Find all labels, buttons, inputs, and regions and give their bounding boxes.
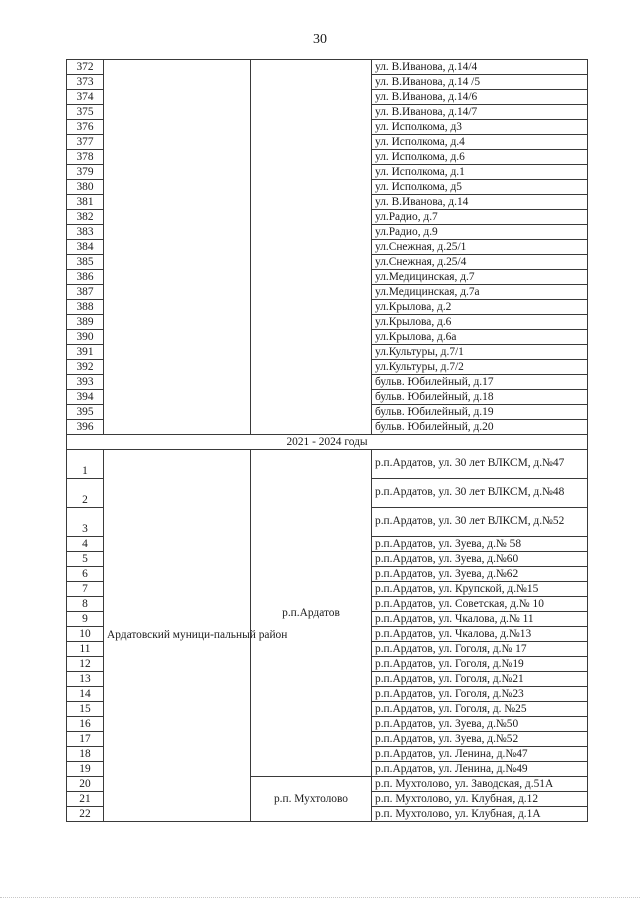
row-number: 389 <box>67 315 104 330</box>
row-number: 385 <box>67 255 104 270</box>
row-number: 16 <box>67 717 104 732</box>
row-number: 373 <box>67 75 104 90</box>
row-number: 2 <box>67 479 104 508</box>
table-row <box>67 450 588 479</box>
address-cell: р.п.Ардатов, ул. Гоголя, д.№ 17 <box>372 642 588 657</box>
row-number: 396 <box>67 420 104 435</box>
address-cell: бульв. Юбилейный, д.19 <box>372 405 588 420</box>
row-number: 5 <box>67 552 104 567</box>
row-number: 15 <box>67 702 104 717</box>
row-number: 4 <box>67 537 104 552</box>
address-cell: ул.Крылова, д.6 <box>372 315 588 330</box>
address-cell: р.п.Ардатов, ул. 30 лет ВЛКСМ, д.№47 <box>372 450 588 479</box>
address-cell: р.п.Ардатов, ул. Гоголя, д. №25 <box>372 702 588 717</box>
address-cell: р.п.Ардатов, ул. Гоголя, д.№21 <box>372 672 588 687</box>
address-cell: р.п.Ардатов, ул. Зуева, д.№60 <box>372 552 588 567</box>
address-cell: ул.Медицинская, д.7а <box>372 285 588 300</box>
section-title: 2021 - 2024 годы <box>67 435 588 450</box>
row-number: 14 <box>67 687 104 702</box>
row-number: 11 <box>67 642 104 657</box>
row-number: 372 <box>67 60 104 75</box>
block1-body <box>67 60 588 435</box>
address-cell: ул.Снежная, д.25/4 <box>372 255 588 270</box>
row-number: 379 <box>67 165 104 180</box>
address-cell: бульв. Юбилейный, д.18 <box>372 390 588 405</box>
row-number: 377 <box>67 135 104 150</box>
address-cell: бульв. Юбилейный, д.17 <box>372 375 588 390</box>
address-cell: ул. В.Иванова, д.14 <box>372 195 588 210</box>
row-number: 1 <box>67 450 104 479</box>
address-cell: р.п.Ардатов, ул. Ленина, д.№47 <box>372 747 588 762</box>
row-number: 383 <box>67 225 104 240</box>
address-cell: р.п.Ардатов, ул. Советская, д.№ 10 <box>372 597 588 612</box>
row-number: 19 <box>67 762 104 777</box>
address-cell: ул. В.Иванова, д.14/7 <box>372 105 588 120</box>
table-row <box>67 60 588 75</box>
row-number: 394 <box>67 390 104 405</box>
address-cell: ул. Исполкома, д3 <box>372 120 588 135</box>
row-number: 12 <box>67 657 104 672</box>
address-cell: р.п.Ардатов, ул. Гоголя, д.№19 <box>372 657 588 672</box>
row-number: 395 <box>67 405 104 420</box>
address-cell: бульв. Юбилейный, д.20 <box>372 420 588 435</box>
address-register-table <box>66 59 588 822</box>
address-cell: ул.Снежная, д.25/1 <box>372 240 588 255</box>
row-number: 384 <box>67 240 104 255</box>
address-cell: ул.Радио, д.9 <box>372 225 588 240</box>
row-number: 3 <box>67 508 104 537</box>
block2-body <box>67 450 588 822</box>
row-number: 387 <box>67 285 104 300</box>
address-cell: р.п.Ардатов, ул. Крупской, д.№15 <box>372 582 588 597</box>
row-number: 392 <box>67 360 104 375</box>
town-cell: р.п. Мухтолово <box>251 777 372 822</box>
row-number: 10 <box>67 627 104 642</box>
address-cell: ул. В.Иванова, д.14 /5 <box>372 75 588 90</box>
row-number: 22 <box>67 807 104 822</box>
row-number: 386 <box>67 270 104 285</box>
address-cell: ул. Исполкома, д5 <box>372 180 588 195</box>
address-cell: ул. Исполкома, д.1 <box>372 165 588 180</box>
address-cell: р.п.Ардатов, ул. Зуева, д.№52 <box>372 732 588 747</box>
district-cell-empty <box>104 60 251 435</box>
row-number: 7 <box>67 582 104 597</box>
address-cell: р.п.Ардатов, ул. 30 лет ВЛКСМ, д.№52 <box>372 508 588 537</box>
row-number: 391 <box>67 345 104 360</box>
row-number: 382 <box>67 210 104 225</box>
row-number: 13 <box>67 672 104 687</box>
address-cell: р.п.Ардатов, ул. 30 лет ВЛКСМ, д.№48 <box>372 479 588 508</box>
row-number: 20 <box>67 777 104 792</box>
row-number: 388 <box>67 300 104 315</box>
address-cell: р.п. Мухтолово, ул. Заводская, д.51А <box>372 777 588 792</box>
row-number: 8 <box>67 597 104 612</box>
address-cell: ул. В.Иванова, д.14/6 <box>372 90 588 105</box>
address-cell: р.п.Ардатов, ул. Ленина, д.№49 <box>372 762 588 777</box>
town-cell: р.п.Ардатов <box>251 450 372 777</box>
row-number: 390 <box>67 330 104 345</box>
address-cell: ул.Крылова, д.6а <box>372 330 588 345</box>
row-number: 378 <box>67 150 104 165</box>
address-cell: ул.Медицинская, д.7 <box>372 270 588 285</box>
row-number: 393 <box>67 375 104 390</box>
town-cell-empty <box>251 60 372 435</box>
address-cell: р.п.Ардатов, ул. Зуева, д.№50 <box>372 717 588 732</box>
page-number: 30 <box>313 32 327 47</box>
row-number: 9 <box>67 612 104 627</box>
row-number: 380 <box>67 180 104 195</box>
address-cell: ул. Исполкома, д.6 <box>372 150 588 165</box>
address-cell: ул.Культуры, д.7/2 <box>372 360 588 375</box>
address-cell: р.п. Мухтолово, ул. Клубная, д.1А <box>372 807 588 822</box>
row-number: 18 <box>67 747 104 762</box>
address-cell: р.п.Ардатов, ул. Чкалова, д.№13 <box>372 627 588 642</box>
address-cell: ул. В.Иванова, д.14/4 <box>372 60 588 75</box>
row-number: 374 <box>67 90 104 105</box>
row-number: 375 <box>67 105 104 120</box>
row-number: 17 <box>67 732 104 747</box>
row-number: 6 <box>67 567 104 582</box>
district-cell: Ардатовский муници-пальный район <box>104 450 251 822</box>
address-cell: р.п.Ардатов, ул. Зуева, д.№62 <box>372 567 588 582</box>
section-body <box>67 435 588 450</box>
row-number: 381 <box>67 195 104 210</box>
address-cell: ул.Радио, д.7 <box>372 210 588 225</box>
address-cell: р.п.Ардатов, ул. Чкалова, д.№ 11 <box>372 612 588 627</box>
address-cell: р.п.Ардатов, ул. Гоголя, д.№23 <box>372 687 588 702</box>
address-cell: р.п.Ардатов, ул. Зуева, д.№ 58 <box>372 537 588 552</box>
row-number: 21 <box>67 792 104 807</box>
address-cell: р.п. Мухтолово, ул. Клубная, д.12 <box>372 792 588 807</box>
address-cell: ул. Исполкома, д.4 <box>372 135 588 150</box>
page-bottom-border <box>0 897 640 898</box>
row-number: 376 <box>67 120 104 135</box>
address-cell: ул.Культуры, д.7/1 <box>372 345 588 360</box>
address-cell: ул.Крылова, д.2 <box>372 300 588 315</box>
